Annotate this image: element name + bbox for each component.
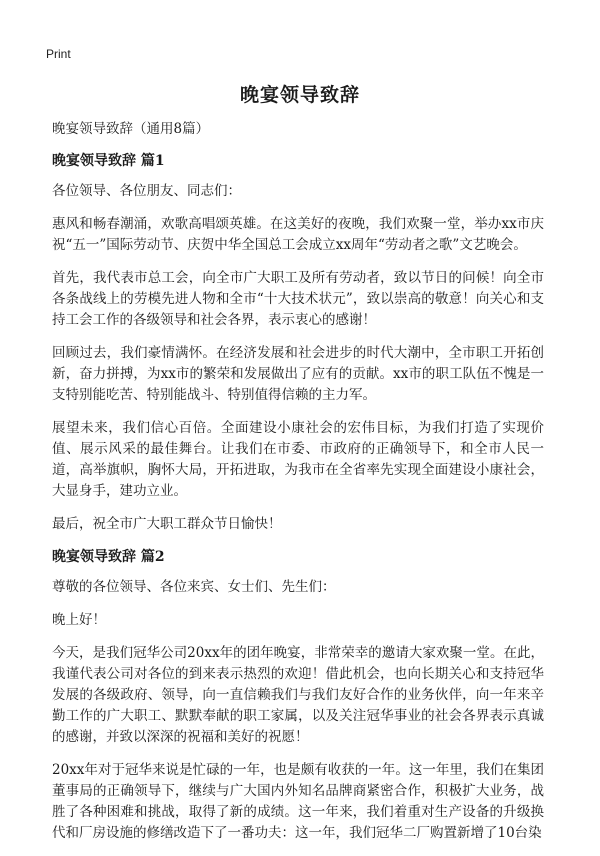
section-heading: 晚宴领导致辞 篇1	[52, 153, 165, 169]
paragraph: 展望未来，我们信心百倍。全面建设小康社会的宏伟目标，为我们打造了实现价值、展示风采的最佳舞台。让我们在市委、市政府的正确领导下，和全市人民一道，高举旗帜，胸怀大局，开拓进取，为我市在全省率先实现全面建设小康社会，大显身手，建功立业。	[52, 420, 544, 499]
paragraph: 今天，是我们冠华公司20xx年的团年晚宴，非常荣幸的邀请大家欢聚一堂。在此，我谨代表公司对各位的到来表示热烈的欢迎！借此机会，也向长期关心和支持冠华发展的各级政府、领导，向一直信赖我们与我们友好合作的业务伙伴，向一年来辛勤工作的广大职工、默默奉献的职工家属，以及关注冠华事业的社会各界表示真诚的感谢，并致以深深的祝福和美好的祝愿！	[52, 645, 544, 745]
document-subtitle: 晚宴领导致辞（通用8篇）	[52, 121, 210, 137]
section-heading: 晚宴领导致辞 篇2	[52, 549, 165, 565]
paragraph: 惠风和畅春潮涌，欢歌高唱颂英雄。在这美好的夜晚，我们欢聚一堂，举办xx市庆祝“五一”国际劳动节、庆贺中华全国总工会成立xx周年“劳动者之歌”文艺晚会。	[52, 216, 544, 253]
paragraph: 尊敬的各位领导、各位来宾、女士们、先生们：	[52, 579, 336, 595]
print-link[interactable]: Print	[46, 47, 71, 61]
paragraph: 最后，祝全市广大职工群众节日愉快！	[52, 516, 282, 532]
section-2	[52, 547, 544, 844]
paragraph: 首先，我代表市总工会，向全市广大职工及所有劳动者，致以节日的问候！向全市各条战线上的劳模先进人物和全市“十大技术状元”，致以崇高的敬意！向关心和支持工会工作的各级领导和社会各界，表示衷心的感谢！	[52, 270, 544, 328]
paragraph: 20xx年对于冠华来说是忙碌的一年，也是颇有收获的一年。这一年里，我们在集团董事局的正确领导下，继续与广大国内外知名品牌商紧密合作，积极扩大业务，战胜了各种困难和挑战，取得了新的成绩。这一年来，我们着重对生产设备的升级换代和厂房设施的修缮改造下了一番功夫：这一年，我们冠华二厂购置新增了10台染	[52, 762, 544, 841]
paragraph: 回顾过去，我们豪情满怀。在经济发展和社会进步的时代大潮中，全市职工开拓创新，奋力拼搏，为xx市的繁荣和发展做出了应有的贡献。xx市的职工队伍不愧是一支特别能吃苦、特别能战斗、特别值得信赖的主力军。	[52, 345, 544, 403]
paragraph: 晚上好！	[52, 612, 106, 628]
paragraph: 各位领导、各位朋友、同志们：	[52, 183, 241, 199]
document-title: 晚宴领导致辞	[239, 84, 360, 106]
section-1	[52, 151, 544, 535]
document-body	[52, 119, 544, 856]
